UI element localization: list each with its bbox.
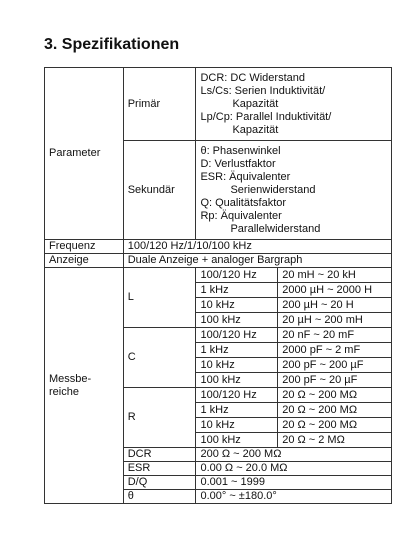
range-value: 20 Ω ~ 200 MΩ	[278, 418, 392, 433]
range-value: 20 Ω ~ 200 MΩ	[278, 403, 392, 418]
spec-table	[44, 67, 392, 504]
range-frequency: 10 kHz	[196, 418, 278, 433]
frequency-label: Frequenz	[45, 240, 124, 254]
range-other-label: DCR	[123, 448, 196, 462]
range-frequency: 1 kHz	[196, 343, 278, 358]
ranges-label: Messbe- reiche	[45, 268, 124, 504]
range-value: 20 Ω ~ 200 MΩ	[278, 388, 392, 403]
secondary-label: Sekundär	[123, 141, 196, 240]
primary-label: Primär	[123, 68, 196, 141]
range-value: 20 Ω ~ 2 MΩ	[278, 433, 392, 448]
range-value: 200 pF ~ 20 µF	[278, 373, 392, 388]
range-other-label: D/Q	[123, 476, 196, 490]
parameter-label: Parameter	[45, 68, 124, 240]
range-value: 200 µH ~ 20 H	[278, 298, 392, 313]
primary-line: Kapazität	[232, 97, 279, 110]
range-other-value: 0.00 Ω ~ 20.0 MΩ	[196, 462, 392, 476]
range-frequency: 100/120 Hz	[196, 328, 278, 343]
section-title: 3. Spezifikationen	[44, 36, 180, 53]
range-frequency: 10 kHz	[196, 358, 278, 373]
primary-line: Ls/Cs: Serien Induktivität/	[200, 84, 326, 97]
primary-line: DCR: DC Widerstand	[200, 71, 305, 84]
primary-line: Kapazität	[232, 123, 279, 136]
range-frequency: 100/120 Hz	[196, 388, 278, 403]
display-value: Duale Anzeige + analoger Bargraph	[123, 254, 391, 268]
secondary-line: Q: Qualitätsfaktor	[200, 196, 287, 209]
secondary-line: Parallelwiderstand	[230, 222, 321, 235]
range-symbol-R: R	[123, 388, 196, 448]
range-frequency: 100 kHz	[196, 433, 278, 448]
range-symbol-L: L	[123, 268, 196, 328]
display-label: Anzeige	[45, 254, 124, 268]
range-frequency: 100 kHz	[196, 373, 278, 388]
range-frequency: 1 kHz	[196, 283, 278, 298]
range-other-label: ESR	[123, 462, 196, 476]
range-other-value: 0.00° ~ ±180.0°	[196, 490, 392, 504]
secondary-line: Serienwiderstand	[230, 183, 316, 196]
range-symbol-C: C	[123, 328, 196, 388]
range-frequency: 100 kHz	[196, 313, 278, 328]
range-value: 20 nF ~ 20 mF	[278, 328, 392, 343]
secondary-line: θ: Phasenwinkel	[200, 144, 281, 157]
range-other-label: θ	[123, 490, 196, 504]
secondary-description	[196, 141, 392, 240]
range-value: 20 µH ~ 200 mH	[278, 313, 392, 328]
secondary-line: Rp: Äquivalenter	[200, 209, 282, 222]
range-frequency: 100/120 Hz	[196, 268, 278, 283]
frequency-value: 100/120 Hz/1/10/100 kHz	[123, 240, 391, 254]
primary-line: Lp/Cp: Parallel Induktivität/	[200, 110, 332, 123]
range-frequency: 10 kHz	[196, 298, 278, 313]
range-other-value: 0.001 ~ 1999	[196, 476, 392, 490]
range-frequency: 1 kHz	[196, 403, 278, 418]
secondary-line: ESR: Äquivalenter	[200, 170, 291, 183]
range-other-value: 200 Ω ~ 200 MΩ	[196, 448, 392, 462]
primary-description	[196, 68, 392, 141]
range-value: 20 mH ~ 20 kH	[278, 268, 392, 283]
secondary-line: D: Verlustfaktor	[200, 157, 276, 170]
range-value: 200 pF ~ 200 µF	[278, 358, 392, 373]
range-value: 2000 pF ~ 2 mF	[278, 343, 392, 358]
range-value: 2000 µH ~ 2000 H	[278, 283, 392, 298]
